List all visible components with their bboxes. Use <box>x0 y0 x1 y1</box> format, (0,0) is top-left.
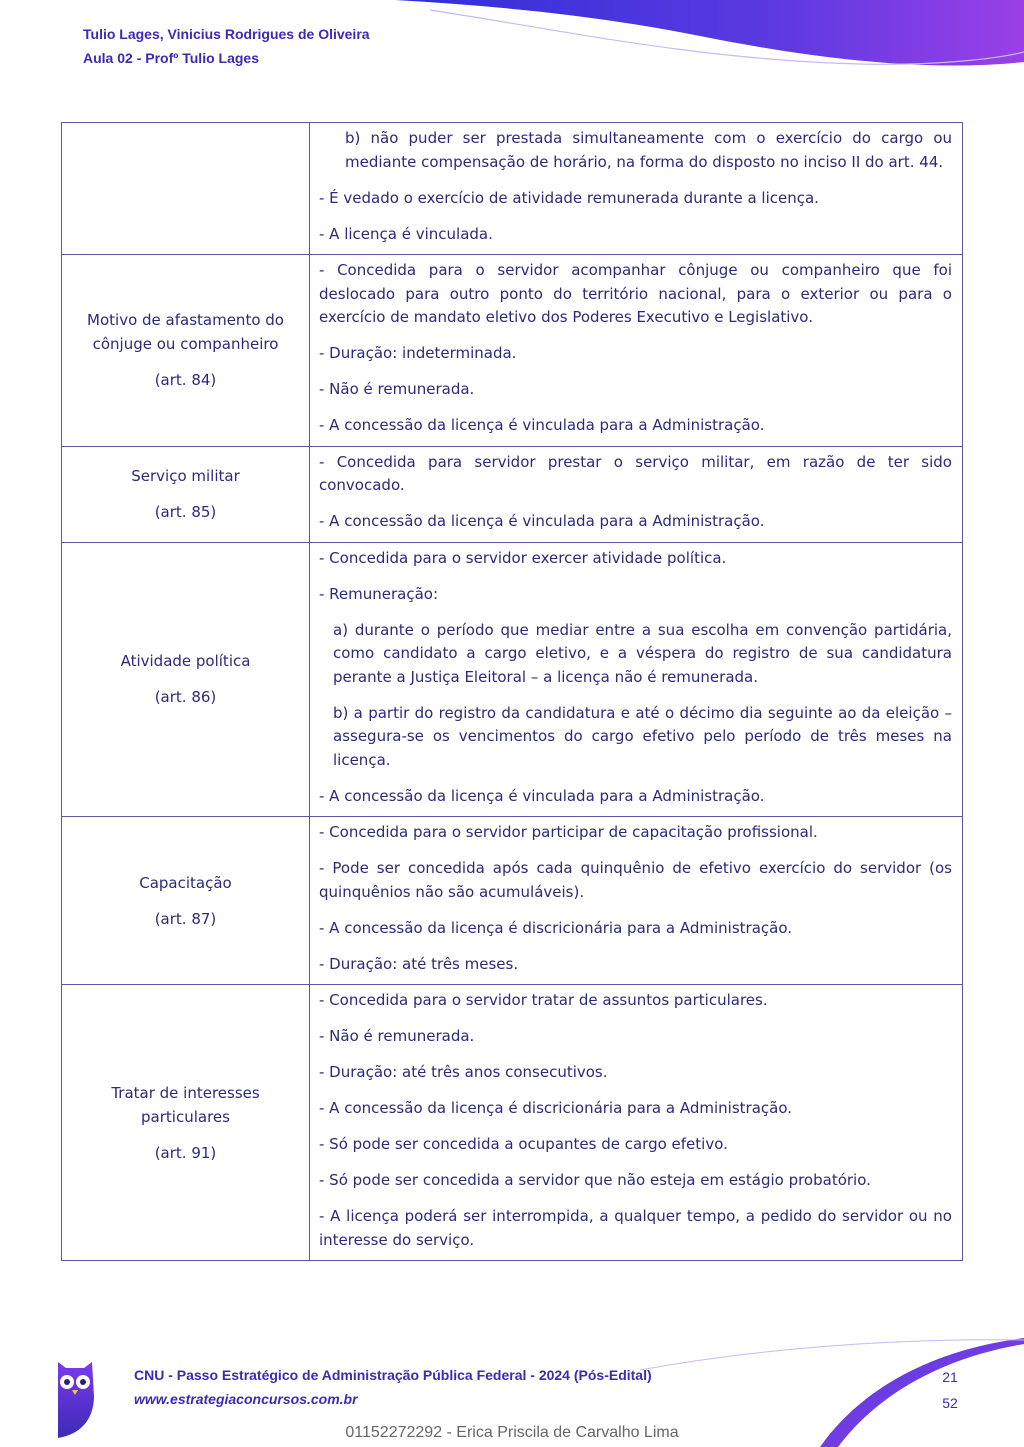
footer-url[interactable]: www.estrategiaconcursos.com.br <box>134 1391 358 1407</box>
license-type-title: Motivo de afastamento do cônjuge ou companheiro <box>87 311 284 354</box>
total-pages: 52 <box>942 1395 958 1411</box>
license-article: (art. 86) <box>154 688 217 707</box>
license-type-cell <box>62 255 310 447</box>
license-article: (art. 87) <box>154 909 217 928</box>
license-type-cell <box>62 123 310 255</box>
detail-item: - A concessão da licença é discricionária para a Administração. <box>319 1099 793 1117</box>
detail-item: - A concessão da licença é vinculada para a Administração. <box>319 512 765 530</box>
detail-item: - Concedida para o servidor exercer atividade política. <box>319 548 727 567</box>
detail-item: b) a partir do registro da candidatura e até o décimo dia seguinte ao da eleição – assegura-se os vencimentos do cargo efetivo pelo período de três meses na licença. <box>333 703 952 769</box>
detail-item: - Só pode ser concedida a servidor que não esteja em estágio probatório. <box>319 1171 871 1189</box>
header-authors: Tulio Lages, Vinicius Rodrigues de Oliveira <box>83 26 370 42</box>
license-type-title: Capacitação <box>139 873 232 892</box>
detail-item: - A concessão da licença é vinculada para a Administração. <box>319 416 765 434</box>
license-type-cell <box>62 817 310 985</box>
detail-item: - A licença poderá ser interrompida, a qualquer tempo, a pedido do servidor ou no interesse do serviço. <box>319 1207 952 1249</box>
licenses-table <box>61 122 963 1261</box>
detail-item: - A licença é vinculada. <box>319 224 493 243</box>
current-page: 21 <box>942 1369 958 1385</box>
detail-item: - Remuneração: <box>319 584 439 603</box>
table-row <box>62 255 963 447</box>
table-row <box>62 817 963 985</box>
license-details-cell <box>310 985 963 1261</box>
license-article: (art. 84) <box>154 371 217 390</box>
header-lesson: Aula 02 - Profº Tulio Lages <box>83 50 259 66</box>
detail-item: - Concedida para o servidor acompanhar cônjuge ou companheiro que foi deslocado para outro ponto do território nacional, para o exterior ou para o exercício de mandato eletivo dos Poderes Executivo e Legislativo. <box>319 261 952 326</box>
license-type-title: Serviço militar <box>131 467 240 485</box>
license-article: (art. 85) <box>154 503 217 521</box>
page-header <box>83 26 370 66</box>
watermark: 01152272292 - Erica Priscila de Carvalho Lima <box>345 1424 679 1441</box>
license-type-title: Tratar de interesses particulares <box>111 1083 260 1126</box>
license-details-cell <box>310 255 963 447</box>
detail-item: - Duração: até três meses. <box>319 954 519 973</box>
license-type-cell <box>62 446 310 542</box>
table-row <box>62 123 963 255</box>
license-article: (art. 91) <box>154 1143 217 1162</box>
license-details-cell <box>310 446 963 542</box>
license-type-title: Atividade política <box>120 652 251 671</box>
detail-item: - A concessão da licença é vinculada para a Administração. <box>319 786 765 805</box>
license-details-cell <box>310 542 963 817</box>
detail-item: - Concedida para o servidor participar de capacitação profissional. <box>319 823 818 841</box>
detail-item: a) durante o período que mediar entre a sua escolha em convenção partidária, como candidato a cargo eletivo, e a véspera do registro de sua candidatura perante a Justiça Eleitoral – a licença não é remunerada. <box>333 620 952 686</box>
table-row <box>62 985 963 1261</box>
table-row <box>62 446 963 542</box>
footer-course-title: CNU - Passo Estratégico de Administração Pública Federal - 2024 (Pós-Edital) <box>134 1367 652 1383</box>
detail-item: - Concedida para o servidor tratar de assuntos particulares. <box>319 991 768 1009</box>
detail-item: - Duração: até três anos consecutivos. <box>319 1063 608 1081</box>
detail-item: - Pode ser concedida após cada quinquênio de efetivo exercício do servidor (os quinquênios não são acumuláveis). <box>319 859 952 901</box>
license-details-cell <box>310 817 963 985</box>
detail-item: - Não é remunerada. <box>319 380 475 398</box>
license-type-cell <box>62 542 310 817</box>
detail-item: - Concedida para servidor prestar o serviço militar, em razão de ter sido convocado. <box>319 452 952 494</box>
license-type-cell <box>62 985 310 1261</box>
detail-item: - Duração: indeterminada. <box>319 344 517 362</box>
license-details-cell <box>310 123 963 255</box>
page-number <box>930 1364 970 1416</box>
detail-item: - É vedado o exercício de atividade remunerada durante a licença. <box>319 188 819 207</box>
detail-item: - Não é remunerada. <box>319 1027 475 1045</box>
detail-item: - A concessão da licença é discricionária para a Administração. <box>319 918 793 937</box>
detail-item: b) não puder ser prestada simultaneamente com o exercício do cargo ou mediante compensação de horário, na forma do disposto no inciso II do art. 44. <box>345 129 952 171</box>
detail-item: - Só pode ser concedida a ocupantes de cargo efetivo. <box>319 1135 728 1153</box>
table-row <box>62 542 963 817</box>
